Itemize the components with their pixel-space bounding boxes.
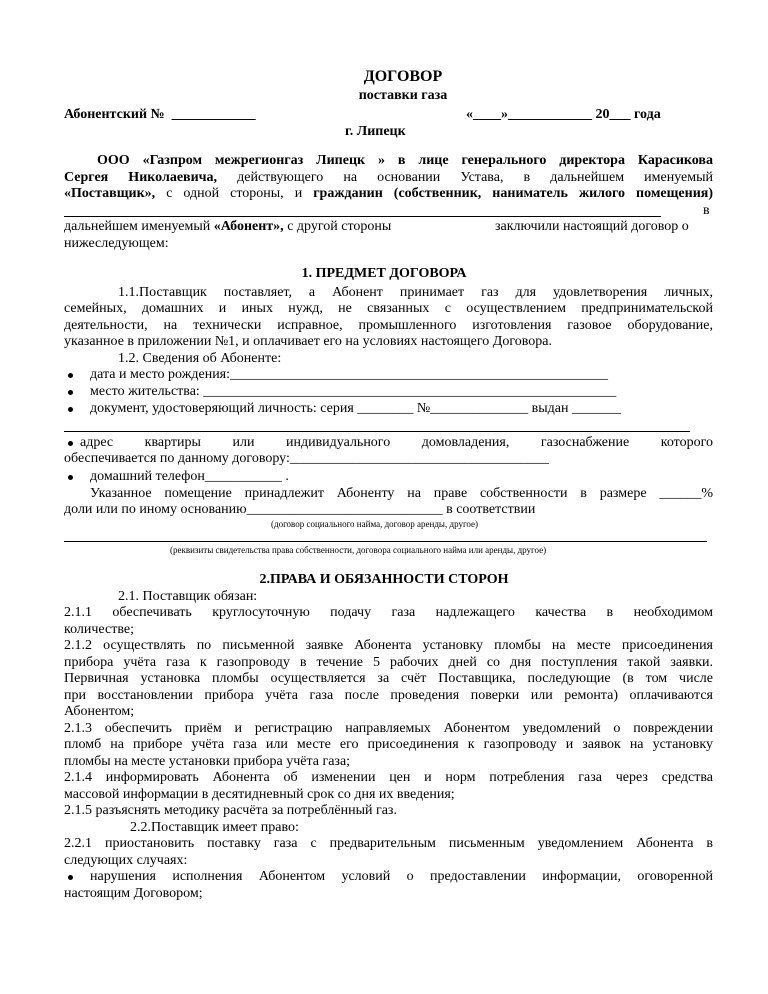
document-continuation-blank <box>64 431 690 432</box>
s2-1-1-line-1: 2.1.1 обеспечивать круглосуточную подачу газа надлежащего качества в необходимом <box>64 605 713 620</box>
citizen-name-blank <box>64 216 661 217</box>
intro-line-6: нижеследующем: <box>64 236 169 251</box>
section-1-title: 1. ПРЕДМЕТ ДОГОВОРА <box>301 266 467 281</box>
bullet-icon <box>68 390 73 395</box>
bullet-icon <box>68 475 73 480</box>
bullet-icon <box>68 373 73 378</box>
contract-city: г. Липецк <box>345 124 406 139</box>
bullet-icon <box>68 441 73 446</box>
s2-2-1-line-2: следующих случаях: <box>64 853 188 868</box>
s2-1-2-line-5: Абонентом; <box>64 704 135 719</box>
s2-1-2-line-1: 2.1.2 осуществлять по письменной заявке Абонента установку пломбы на месте присоединения <box>64 638 713 653</box>
s1-ownership-line-1: Указанное помещение принадлежит Абоненту на праве собственности в размере ______% <box>90 486 713 501</box>
s2-2-1-bullet-line-1: нарушения исполнения Абонентом условий о предоставлении информации, оговоренной <box>90 869 713 884</box>
s1-p2: 1.2. Сведения об Абоненте: <box>118 351 282 366</box>
intro-line-3: «Поставщик», с одной стороны, и гражданин (собственник, наниматель жилого помещения) <box>64 186 713 201</box>
s1-ownership-line-2: доли или по иному основанию____________________________ в соответствии <box>64 502 536 517</box>
section-2-title: 2.ПРАВА И ОБЯЗАННОСТИ СТОРОН <box>259 572 509 587</box>
account-number-label: Абонентский № ____________ <box>64 107 256 122</box>
intro-line-1: ООО «Газпром межрегионгаз Липецк » в лице генерального директора Карасикова <box>97 153 713 168</box>
s1-p1-line-4: указанное в приложении №1, и оплачивает его на условиях настоящего Договора. <box>64 334 552 349</box>
s2-1-4-line-1: 2.1.4 информировать Абонента об изменении цен и норм потребления газа через средства <box>64 770 713 785</box>
bullet-icon <box>68 407 73 412</box>
s2-1-heading: 2.1. Поставщик обязан: <box>118 589 258 604</box>
s1-bullet-document: документ, удостоверяющий личность: серия ________ №______________ выдан _______ <box>90 401 622 416</box>
s2-1-2-line-3: Первичная установка пломбы осуществляется за счёт Поставщика, последующие (в том числе <box>64 671 713 686</box>
intro-line-2: Сергея Николаевича, действующего на основании Устава, в дальнейшем именуемый <box>64 170 713 185</box>
intro-line-5-a: дальнейшем именуемый «Абонент», с другой стороны <box>64 219 392 234</box>
account-number-blank: ____________ <box>171 107 256 122</box>
s2-1-2-line-2: прибора учёта газа к газопроводу в течение 5 рабочих дней со дня поступления такой заявки. <box>64 655 713 670</box>
ownership-details-blank <box>64 541 707 542</box>
s1-p1-line-3: деятельности, на технически исправное, промышленного изготовления газовое оборудование, <box>64 318 713 333</box>
intro-line-5-c: заключили настоящий договор о <box>495 219 689 234</box>
s2-2-1-bullet-line-2: настоящим Договором; <box>64 886 203 901</box>
s1-bullet-address-line-2: обеспечивается по данному договору:_____________________________________ <box>64 451 549 466</box>
document-subtitle: поставки газа <box>358 88 448 103</box>
s2-1-2-line-4: при восстановлении прибора учёта газа после проведения поверки или ремонта) оплачиваются <box>64 688 713 703</box>
s1-bullet-birth: дата и место рождения:______________________________________________________ <box>90 367 609 382</box>
s1-p1-line-1: 1.1.Поставщик поставляет, а Абонент принимает газ для удовлетворения личных, <box>118 285 713 300</box>
s1-note-basis: (договор социального найма, договор аренды, другое) <box>271 519 479 529</box>
bullet-icon <box>68 875 73 880</box>
s1-p1-line-2: семейных, домашних и иных нужд, не связанных с осуществлением предпринимательской <box>64 301 713 316</box>
s2-2-heading: 2.2.Поставщик имеет право: <box>130 820 299 835</box>
contract-date: «____»____________ 20___ года <box>466 107 661 122</box>
s2-2-1-line-1: 2.2.1 приостановить поставку газа с предварительным письменным уведомлением Абонента в <box>64 836 713 851</box>
intro-line-4-end: в <box>703 203 710 218</box>
s1-bullet-address-line-1: адрес квартиры или индивидуального домовладения, газоснабжение которого <box>80 435 713 450</box>
s1-bullet-residence: место жительства: ___________________________________________________________ <box>90 384 617 399</box>
s2-1-1-line-2: количестве; <box>64 622 134 637</box>
s1-note-requisites: (реквизиты свидетельства права собственности, договора социального найма или аренды, другое) <box>170 545 547 555</box>
s2-1-3-line-2: пломб на приборе учёта газа или месте его присоединения к газопроводу и заявок на установку <box>64 737 713 752</box>
s2-1-5: 2.1.5 разъяснять методику расчёта за потреблённый газ. <box>64 803 397 818</box>
document-title: ДОГОВОР <box>363 68 443 85</box>
s2-1-3-line-1: 2.1.3 обеспечить приём и регистрацию направляемых Абонентом уведомлений о повреждении <box>64 721 713 736</box>
s1-bullet-phone: домашний телефон___________ . <box>90 469 289 484</box>
s2-1-4-line-2: массовой информации в десятидневный срок со дня их введения; <box>64 787 455 802</box>
s2-1-3-line-3: пломбы на месте установки прибора учёта газа; <box>64 754 351 769</box>
